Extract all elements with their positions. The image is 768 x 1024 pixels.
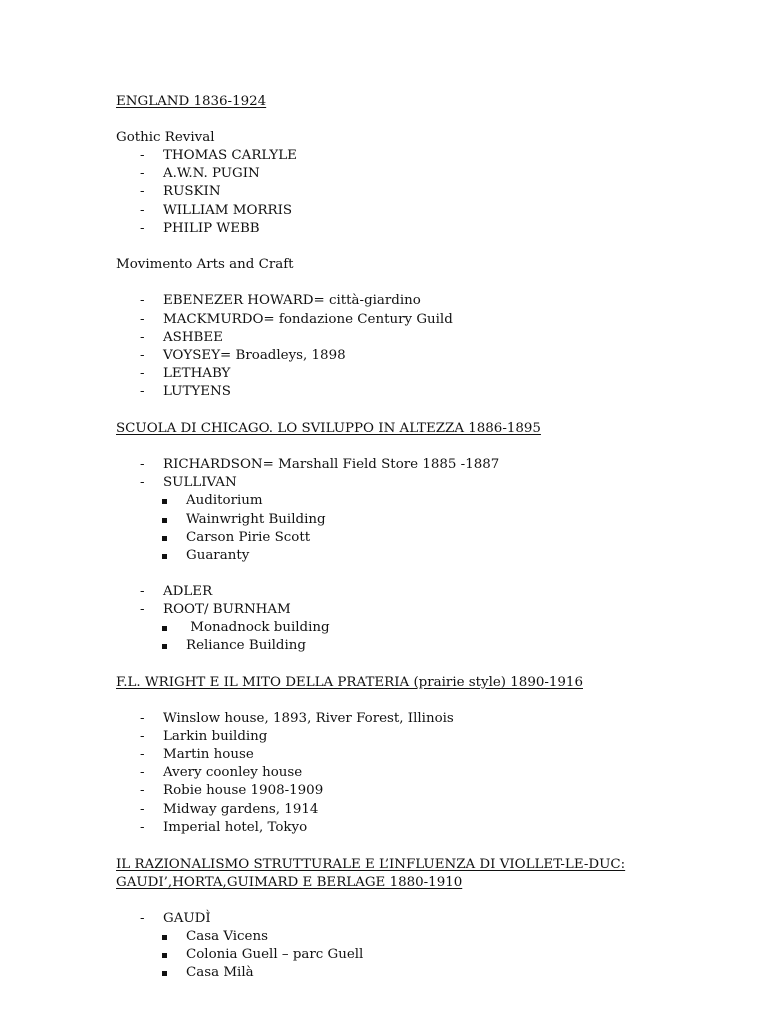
subheading: Gothic Revival: [116, 130, 215, 145]
dash-bullet: -: [140, 584, 145, 599]
section-heading: ENGLAND 1836-1924: [116, 94, 267, 109]
dash-bullet: -: [140, 911, 145, 926]
dash-bullet: -: [140, 221, 145, 236]
square-bullet-icon: [162, 971, 167, 976]
square-bullet-icon: [162, 554, 167, 559]
dash-bullet: -: [140, 820, 145, 835]
dash-bullet: -: [140, 457, 145, 472]
dash-bullet: -: [140, 602, 145, 617]
section-heading: F.L. WRIGHT E IL MITO DELLA PRATERIA (prairie style) 1890-1916: [116, 675, 583, 690]
square-bullet-icon: [162, 644, 167, 649]
square-bullet-icon: [162, 518, 167, 523]
square-bullet-icon: [162, 935, 167, 940]
dash-bullet: -: [140, 312, 145, 327]
square-bullet-icon: [162, 536, 167, 541]
subheading: Movimento Arts and Craft: [116, 257, 294, 272]
dash-bullet: -: [140, 366, 145, 381]
dash-bullet: -: [140, 384, 145, 399]
dash-bullet: -: [140, 729, 145, 744]
dash-bullet: -: [140, 802, 145, 817]
dash-bullet: -: [140, 166, 145, 181]
dash-bullet: -: [140, 184, 145, 199]
dash-bullet: -: [140, 148, 145, 163]
dash-bullet: -: [140, 783, 145, 798]
section-heading: GAUDI’,HORTA,GUIMARD E BERLAGE 1880-1910: [116, 875, 463, 890]
dash-bullet: -: [140, 475, 145, 490]
dash-bullet: -: [140, 293, 145, 308]
square-bullet-icon: [162, 499, 167, 504]
dash-bullet: -: [140, 348, 145, 363]
dash-bullet: -: [140, 747, 145, 762]
square-bullet-icon: [162, 626, 167, 631]
section-heading: SCUOLA DI CHICAGO. LO SVILUPPO IN ALTEZZA 1886-1895: [116, 421, 541, 436]
document-page: ENGLAND 1836-1924 Gothic Revival - THOMAS CARLYLE - A.W.N. PUGIN - RUSKIN - WILLIAM MORRIS - PHILIP WEBB Movimento Arts and Craft - EBENEZER HOWARD= città-giardino - MACKMURDO= fondazione Century Guild - ASHBEE - VOYSEY= Broadleys, 1898 - LETHABY - LUTYENS SCUOLA DI CHICAGO. LO SVILUPPO IN ALTEZZA 1886-1895 - RICHARDSON= Marshall Field Store 1885 -1887 - SULLIVAN Auditorium Wainwright Building Carson Pirie Scott Guaranty - ADLER - ROOT/ BURNHAM Monadnock building Reliance Building F.L. WRIGHT E IL MITO DELLA PRATERIA (prairie style) 1890-1916 - Winslow house, 1893, River Forest, Illinois - Larkin building - Martin house - Avery coonley house - Robie house 1908-1909 - Midway gardens, 1914 - Imperial hotel, Tokyo IL RAZIONALISMO STRUTTURALE E L’INFLUENZA DI VIOLLET-LE-DUC: GAUDI’,HORTA,GUIMARD E BERLAGE 1880-1910 - GAUDÌ Casa Vicens Colonia Guell – parc Guell Casa Milà: [116, 94, 626, 980]
dash-bullet: -: [140, 203, 145, 218]
dash-bullet: -: [140, 330, 145, 345]
square-bullet-icon: [162, 953, 167, 958]
section-heading: IL RAZIONALISMO STRUTTURALE E L’INFLUENZA DI VIOLLET-LE-DUC:: [116, 857, 626, 872]
dash-bullet: -: [140, 711, 145, 726]
dash-bullet: -: [140, 765, 145, 780]
